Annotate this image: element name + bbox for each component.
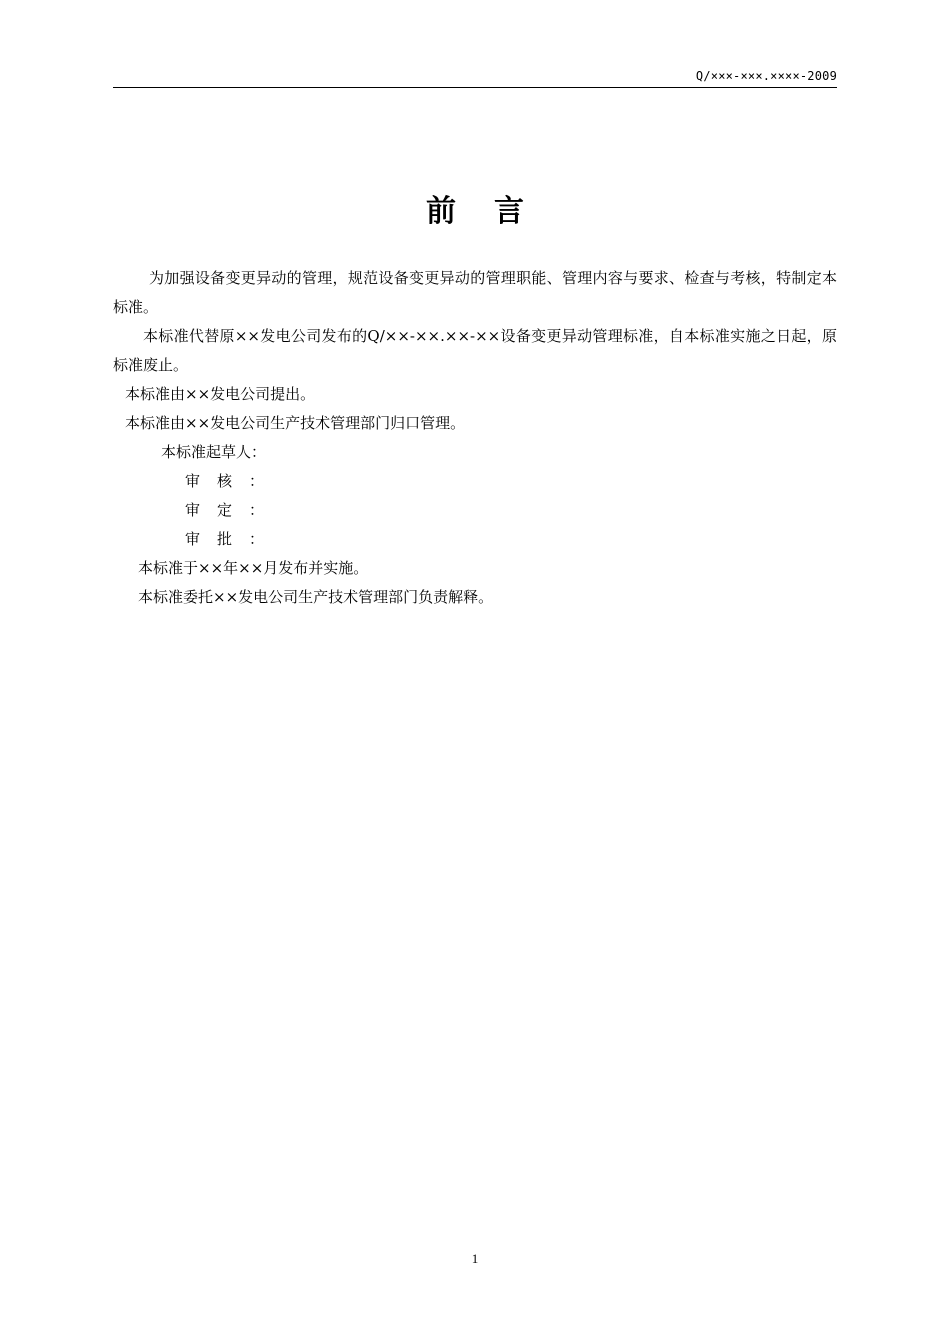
review-line [113, 467, 837, 496]
standard-code: Q/×××-×××.××××-2009 [695, 69, 837, 83]
finalize-line [113, 496, 837, 525]
foreword-paragraph-release: 本标准于××年××月发布并实施。 [138, 559, 369, 577]
page-number: 1 [471, 1251, 479, 1266]
foreword-paragraph-proposer: 本标准由××发电公司提出。 [125, 385, 316, 403]
approve-label: 审批： [185, 530, 282, 548]
foreword-body [113, 264, 837, 612]
document-title: 前言 [426, 194, 562, 229]
foreword-paragraph-interpretation: 本标准委托××发电公司生产技术管理部门负责解释。 [138, 588, 494, 606]
finalize-label: 审定： [185, 501, 282, 519]
foreword-paragraph-purpose: 为加强设备变更异动的管理，规范设备变更异动的管理职能、管理内容与要求、检查与考核，特制定本标准。 [113, 269, 837, 316]
foreword-paragraph-drafter: 本标准起草人： [161, 443, 267, 461]
foreword-paragraph-management: 本标准由××发电公司生产技术管理部门归口管理。 [125, 414, 466, 432]
foreword-paragraph-replacement: 本标准代替原××发电公司发布的Q/××-××.××-××设备变更异动管理标准，自本标准实施之日起，原标准废止。 [113, 327, 837, 374]
review-label: 审核： [185, 472, 282, 490]
approve-line [113, 525, 837, 554]
page-header [113, 66, 837, 88]
